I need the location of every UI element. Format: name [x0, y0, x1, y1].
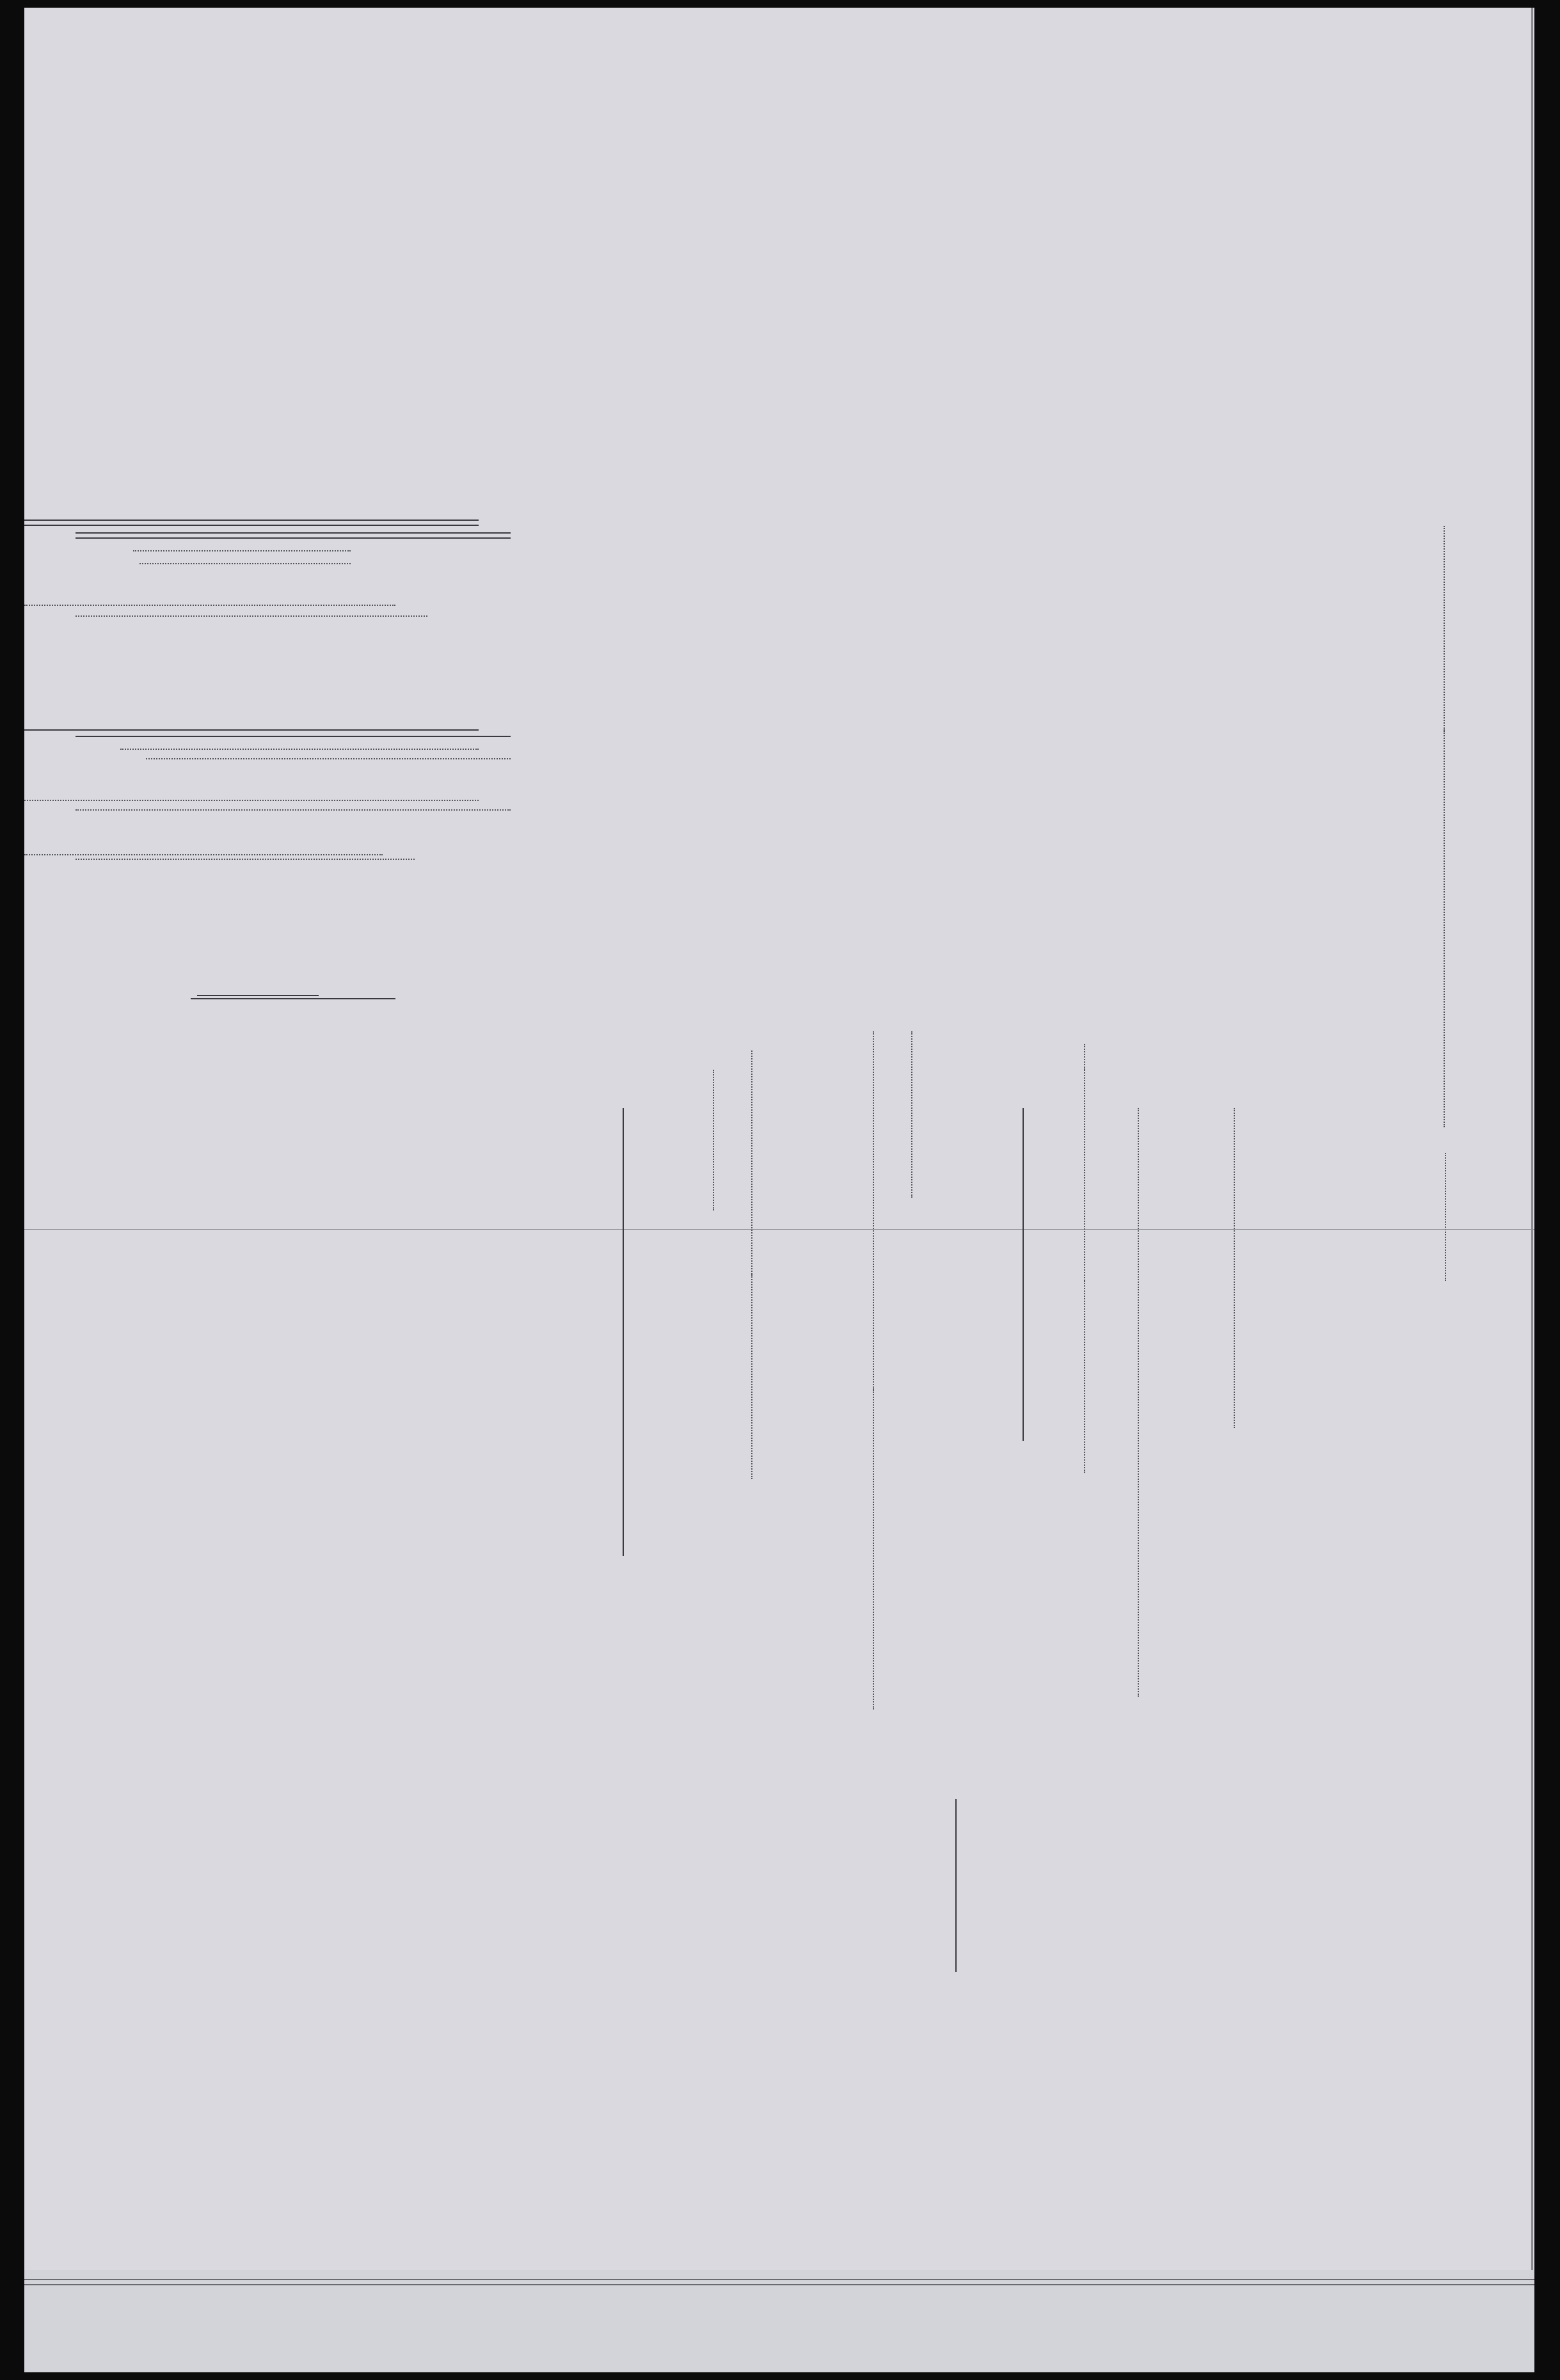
cover-date-line: [139, 563, 351, 564]
certificate-line-2: [863, 1031, 884, 1710]
deputy-sign-line: [1023, 1108, 1024, 1441]
day-blank: [1084, 1281, 1085, 1473]
vessel-blank: [911, 1031, 912, 1198]
vessel-blank: [1444, 526, 1445, 731]
day-blank: [751, 1274, 752, 1479]
seal-line: [955, 1799, 957, 1972]
certificate-sign-line: [623, 1108, 624, 1556]
master-name-blank: [1444, 731, 1445, 1127]
certificate-line-1: [901, 1031, 923, 1198]
subscribed-line: [1074, 1044, 1095, 1473]
cover-bottom-rule: [76, 532, 511, 534]
cover-vessel-line: [76, 809, 511, 811]
visible-layer: [24, 8, 1534, 2368]
cover-port-line: [76, 615, 427, 617]
name-blank: [873, 1390, 874, 1710]
year-blank: [1084, 1044, 1085, 1070]
certificate-line-5: [741, 1051, 763, 1479]
cover-rig-line: [76, 859, 415, 860]
port-blank: [873, 1031, 874, 1390]
cover-bottom-rule: [76, 537, 511, 539]
cover-master-line: [146, 758, 511, 759]
cover-service-rule: [191, 998, 395, 999]
oath-line-1: [1432, 142, 1456, 1127]
master-sign-line: [1234, 1108, 1235, 1428]
year-blank: [713, 1070, 714, 1210]
cover-divider: [76, 736, 511, 737]
cover-panel: [76, 264, 511, 1095]
certificate-line-6: [703, 1070, 724, 1210]
month-blank: [1084, 1070, 1085, 1281]
port-blank: [1138, 1108, 1139, 1697]
month-blank: [751, 1051, 752, 1274]
